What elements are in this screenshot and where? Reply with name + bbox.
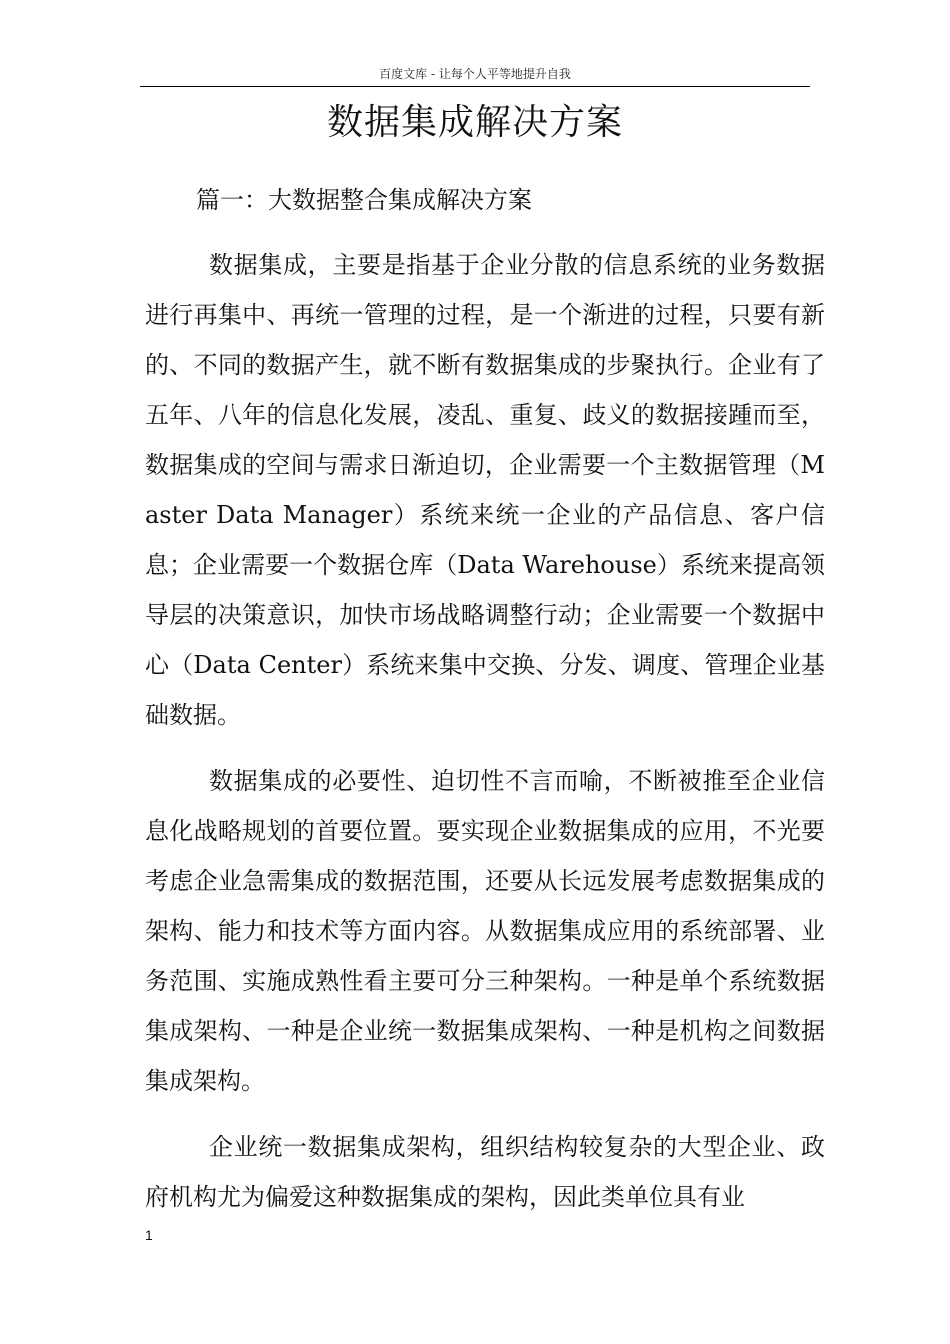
section-heading: 篇一：大数据整合集成解决方案 <box>196 186 532 214</box>
page-header: 百度文库 - 让每个人平等地提升自我 <box>379 67 571 81</box>
paragraph-2: 数据集成的必要性、迫切性不言而喻，不断被推至企业信息化战略规划的首要位置。要实现企业数据集成的应用，不光要考虑企业急需集成的数据范围，还要从长远发展考虑数据集成的架构、能力和技术等方面内容。从数据集成应用的系统部署、业务范围、实施成熟性看主要可分三种架构。一种是单个系统数据集成架构、一种是企业统一数据集成架构、一种是机构之间数据集成架构。 <box>145 767 825 1095</box>
document-title: 数据集成解决方案 <box>326 102 623 143</box>
body-text <box>145 240 825 1238</box>
page-number: 1 <box>145 1227 153 1243</box>
header-divider <box>140 86 810 87</box>
paragraph-3: 企业统一数据集成架构，组织结构较复杂的大型企业、政府机构尤为偏爱这种数据集成的架构，因此类单位具有业 <box>145 1133 825 1211</box>
paragraph-1: 数据集成，主要是指基于企业分散的信息系统的业务数据进行再集中、再统一管理的过程，是一个渐进的过程，只要有新的、不同的数据产生，就不断有数据集成的步聚执行。企业有了五年、八年的信息化发展，凌乱、重复、歧义的数据接踵而至，数据集成的空间与需求日渐迫切，企业需要一个主数据管理（Master Data Manager）系统来统一企业的产品信息、客户信息；企业需要一个数据仓库（Data Warehouse）系统来提高领导层的决策意识，加快市场战略调整行动；企业需要一个数据中心（Data Center）系统来集中交换、分发、调度、管理企业基础数据。 <box>145 251 825 729</box>
